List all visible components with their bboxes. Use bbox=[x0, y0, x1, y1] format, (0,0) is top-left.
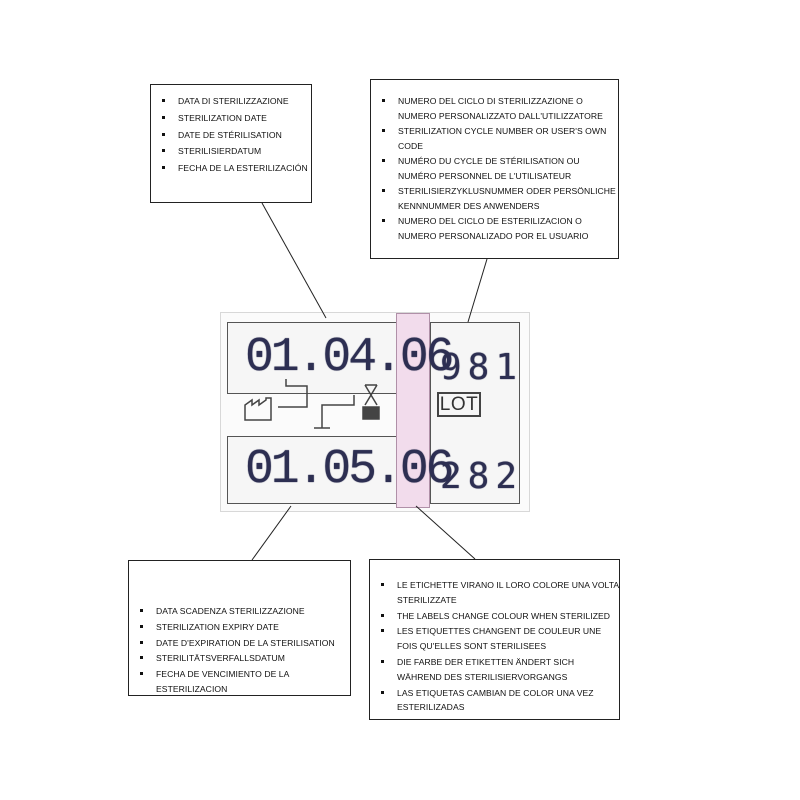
callout-item: LES ETIQUETTES CHANGENT DE COULEUR UNE FOIS QU'ELLES SONT STERILISEES bbox=[370, 624, 619, 654]
expiry-date-stamp: 01.05.06 bbox=[245, 443, 452, 497]
cycle-number-callout bbox=[370, 79, 619, 259]
callout-item: LAS ETIQUETAS CAMBIAN DE COLOR UNA VEZ ESTERILIZADAS bbox=[370, 686, 619, 716]
callout-item: STERILISIERZYKLUSNUMMER ODER PERSÖNLICHE KENNNUMMER DES ANWENDERS bbox=[371, 184, 618, 214]
sterilization-date-callout bbox=[150, 84, 312, 203]
callout-item: STERILITÄTSVERFALLSDATUM bbox=[129, 651, 350, 666]
callout-item: LE ETICHETTE VIRANO IL LORO COLORE UNA VOLTA STERILIZZATE bbox=[370, 578, 619, 608]
callout-item: STERILIZATION CYCLE NUMBER OR USER'S OWN CODE bbox=[371, 124, 618, 154]
callout-item: DATE D'EXPIRATION DE LA STERILISATION bbox=[129, 636, 350, 651]
callout-item: DATE DE STÉRILISATION bbox=[151, 128, 311, 143]
callout-item: THE LABELS CHANGE COLOUR WHEN STERILIZED bbox=[370, 609, 619, 624]
colour-change-callout bbox=[369, 559, 620, 720]
lot-number-bottom: 282 bbox=[440, 456, 524, 497]
callout-item: STERILISIERDATUM bbox=[151, 144, 311, 159]
callout-item: DIE FARBE DER ETIKETTEN ÄNDERT SICH WÄHREND DES STERILISIERVORGANGS bbox=[370, 655, 619, 685]
callout-item: STERILIZATION DATE bbox=[151, 111, 311, 126]
callout-item: NUMÉRO DU CYCLE DE STÉRILISATION OU NUMÉRO PERSONNEL DE L'UTILISATEUR bbox=[371, 154, 618, 184]
callout-item: STERILIZATION EXPIRY DATE bbox=[129, 620, 350, 635]
leader-line-sterilization-date bbox=[262, 203, 326, 318]
callout-item: DATA SCADENZA STERILIZZAZIONE bbox=[129, 604, 350, 619]
callout-item: NUMERO DEL CICLO DI STERILIZZAZIONE O NUMERO PERSONALIZZATO DALL'UTILIZZATORE bbox=[371, 94, 618, 124]
lot-number-top: 981 bbox=[440, 347, 524, 388]
leader-line-colour-change bbox=[416, 506, 475, 559]
leader-line-expiry-date bbox=[252, 506, 291, 560]
callout-item: FECHA DE LA ESTERILIZACIÓN bbox=[151, 161, 311, 176]
callout-item: FECHA DE VENCIMIENTO DE LA ESTERILIZACION bbox=[129, 667, 350, 697]
sterilization-date-stamp: 01.04.06 bbox=[245, 331, 452, 385]
expiry-date-callout bbox=[128, 560, 351, 696]
callout-item: NUMERO DEL CICLO DE ESTERILIZACION O NUMERO PERSONALIZADO POR EL USUARIO bbox=[371, 214, 618, 244]
lot-icon: LOT bbox=[437, 392, 481, 417]
callout-item: DATA DI STERILIZZAZIONE bbox=[151, 94, 311, 109]
